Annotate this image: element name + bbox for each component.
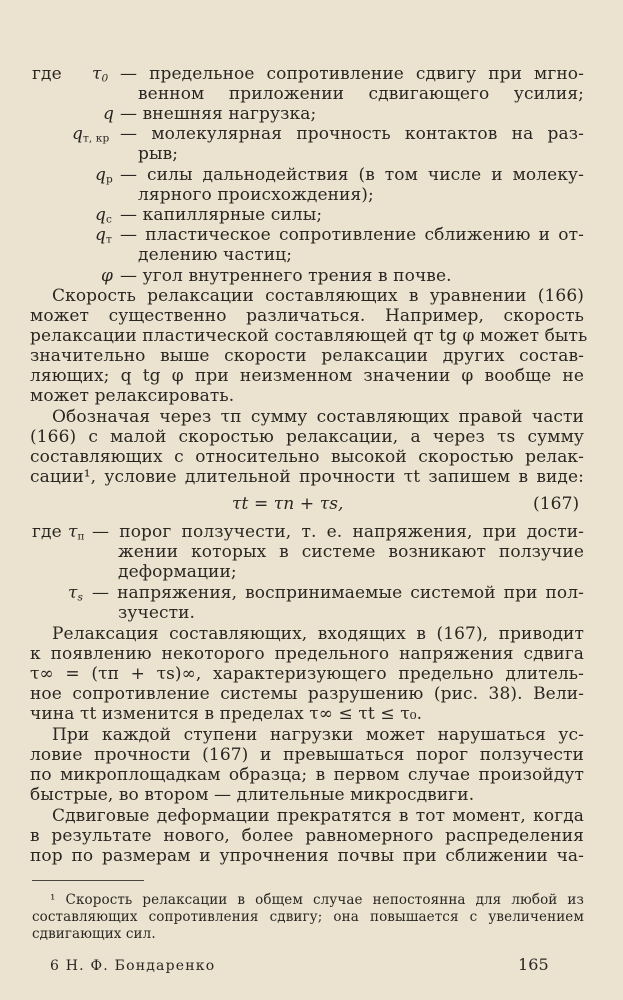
para3-line: к появлению некоторого предельного напряжения сдвига bbox=[30, 644, 584, 664]
para1-line: значительно выше скорости релаксации других состав- bbox=[30, 346, 584, 366]
defs1-text-phi: — угол внутреннего трения в почве. bbox=[120, 266, 452, 286]
para2-line: (166) с малой скоростью релаксации, а через τs сумму bbox=[30, 427, 584, 447]
defs2-sym-taup: $\tau_п$ bbox=[68, 522, 85, 543]
defs1-text-qc: — капиллярные силы; bbox=[120, 205, 323, 225]
defs2-sym-taus: $\tau_s$ bbox=[68, 583, 84, 604]
defs1-sym-tau0: $\tau_0$ bbox=[92, 64, 109, 85]
para4-line: При каждой ступени нагрузки может нарушаться ус- bbox=[52, 725, 584, 745]
defs1-cont-tau0: венном приложении сдвигающего усилия; bbox=[138, 84, 584, 104]
defs1-text-qt: — пластическое сопротивление сближению и от- bbox=[120, 225, 584, 245]
defs2-cont-taup: деформации; bbox=[118, 562, 237, 582]
para4-line: быстрые, во втором — длительные микросдвиги. bbox=[30, 785, 475, 805]
para2-line: сации¹, условие длительной прочности τt запишем в виде: bbox=[30, 467, 584, 487]
para2-line: составляющих с относительно высокой скоростью релак- bbox=[30, 447, 584, 467]
defs1-sym-qt: $q_т$ bbox=[95, 225, 112, 246]
defs1-cont-qt: делению частиц; bbox=[138, 245, 293, 265]
defs1-text-qtkr: — молекулярная прочность контактов на раз- bbox=[120, 124, 584, 144]
footnote-line: составляющих сопротивления сдвигу; она повышается с увеличением bbox=[32, 909, 584, 925]
defs1-sym-phi: φ bbox=[101, 266, 114, 286]
para3-line: ное сопротивление системы разрушению (рис. 38). Вели- bbox=[30, 684, 584, 704]
defs2-text-taus: — напряжения, воспринимаемые системой при пол- bbox=[92, 583, 584, 603]
defs1-sym-qp: $q_р$ bbox=[95, 165, 113, 186]
para4-line: ловие прочности (167) и превышаться порог ползучести bbox=[30, 745, 584, 765]
para5-line: Сдвиговые деформации прекратятся в тот момент, когда bbox=[52, 806, 584, 826]
para1-line: может релаксировать. bbox=[30, 386, 235, 406]
signature-mark: 6 Н. Ф. Бондаренко bbox=[50, 958, 216, 974]
defs1-where: где bbox=[32, 64, 62, 84]
equation-167: τt = τп + τs, bbox=[232, 494, 344, 514]
defs2-text-taup: — порог ползучести, т. е. напряжения, при дости- bbox=[92, 522, 584, 542]
para4-line: по микроплощадкам образца; в первом случае произойдут bbox=[30, 765, 584, 785]
para3-line: τ∞ = (τп + τs)∞, характеризующего предельно длитель- bbox=[30, 664, 584, 684]
defs2-cont-taus: зучести. bbox=[118, 603, 196, 623]
para1-line: ляющих; q tg φ при неизменном значении φ вообще не bbox=[30, 366, 584, 386]
para5-line: в результате нового, более равномерного распределения bbox=[30, 826, 584, 846]
defs2-where: где bbox=[32, 522, 62, 542]
footnote-divider bbox=[32, 880, 144, 881]
defs1-sym-q: q bbox=[103, 104, 114, 124]
para1-line: может существенно различаться. Например, скорость bbox=[30, 306, 584, 326]
defs1-sym-qtkr: $q_{т, кр}$ bbox=[72, 124, 110, 145]
defs1-cont-qp: лярного происхождения); bbox=[138, 185, 374, 205]
para2-line: Обозначая через τп сумму составляющих правой части bbox=[52, 407, 584, 427]
para3-line: Релаксация составляющих, входящих в (167), приводит bbox=[52, 624, 584, 644]
para5-line: пор по размерам и упрочнения почвы при сближении ча- bbox=[30, 846, 584, 866]
defs1-sym-qc: $q_с$ bbox=[95, 205, 112, 226]
defs1-cont-qtkr: рыв; bbox=[138, 144, 179, 164]
footnote-line: сдвигающих сил. bbox=[32, 926, 156, 942]
defs2-cont-taup: жении которых в системе возникают ползучие bbox=[118, 542, 584, 562]
defs1-text-q: — внешняя нагрузка; bbox=[120, 104, 317, 124]
para1-line: релаксации пластической составляющей qт tg φ может быть bbox=[30, 326, 588, 346]
equation-number: (167) bbox=[533, 494, 580, 514]
defs1-text-tau0: — предельное сопротивление сдвигу при мгно- bbox=[120, 64, 584, 84]
page-number: 165 bbox=[518, 955, 549, 974]
footnote-line: ¹ Скорость релаксации в общем случае непостоянна для любой из bbox=[50, 892, 584, 908]
para1-line: Скорость релаксации составляющих в уравнении (166) bbox=[52, 286, 584, 306]
para3-line: чина τt изменится в пределах τ∞ ≤ τt ≤ τ₀. bbox=[30, 704, 423, 724]
defs1-text-qp: — силы дальнодействия (в том числе и молеку- bbox=[120, 165, 584, 185]
